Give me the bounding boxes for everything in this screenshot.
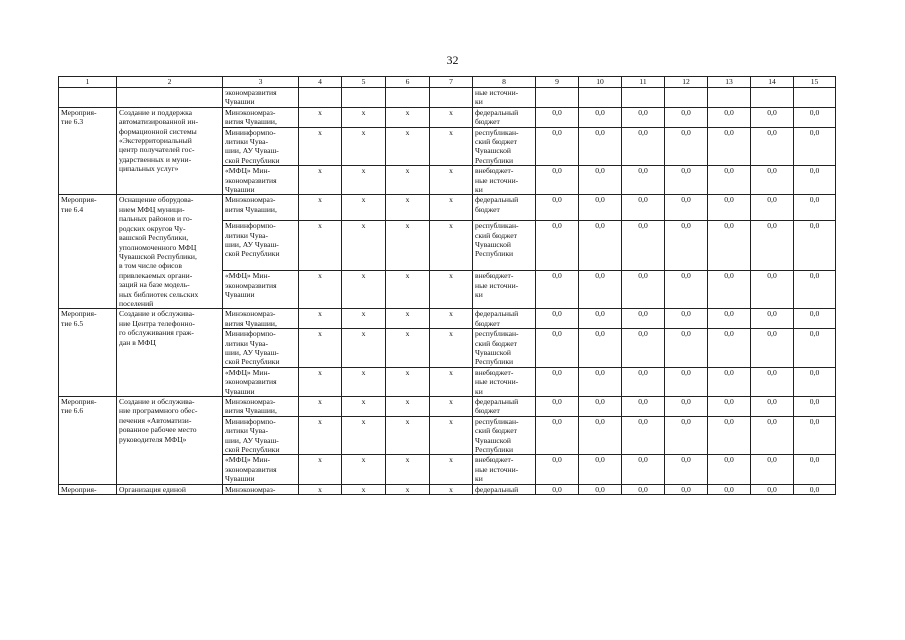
- executor-cell: экономразвития Чувашии: [223, 88, 299, 108]
- value-cell: 0,0: [751, 455, 794, 484]
- column-number: 14: [751, 77, 794, 88]
- value-cell: 0,0: [579, 329, 622, 368]
- value-cell: 0,0: [751, 271, 794, 309]
- value-cell: 0,0: [536, 107, 579, 127]
- column-number: 15: [794, 77, 836, 88]
- mark-cell: x: [299, 221, 342, 271]
- measure-id-cell: [59, 88, 117, 108]
- mark-cell: x: [342, 484, 386, 494]
- measure-description-cell: [117, 88, 223, 108]
- measure-description-cell: Организация единой: [117, 484, 223, 494]
- mark-cell: x: [386, 166, 430, 195]
- value-cell: 0,0: [665, 416, 708, 455]
- value-cell: 0,0: [579, 367, 622, 396]
- value-cell: 0,0: [579, 195, 622, 221]
- mark-cell: x: [299, 309, 342, 329]
- mark-cell: x: [386, 271, 430, 309]
- mark-cell: x: [342, 416, 386, 455]
- value-cell: 0,0: [708, 367, 751, 396]
- mark-cell: x: [386, 107, 430, 127]
- value-cell: 0,0: [622, 455, 665, 484]
- value-cell: 0,0: [579, 455, 622, 484]
- value-cell: 0,0: [708, 221, 751, 271]
- mark-cell: x: [342, 367, 386, 396]
- mark-cell: x: [342, 309, 386, 329]
- mark-cell: x: [299, 397, 342, 417]
- value-cell: 0,0: [794, 309, 836, 329]
- value-cell: 0,0: [794, 329, 836, 368]
- executor-cell: «МФЦ» Мин- экономразвития Чувашии: [223, 367, 299, 396]
- column-number: 7: [430, 77, 473, 88]
- value-cell: 0,0: [708, 195, 751, 221]
- executor-cell: Минэкономраз- вития Чувашии,: [223, 107, 299, 127]
- funding-source-cell: федеральный: [473, 484, 536, 494]
- value-cell: 0,0: [665, 367, 708, 396]
- value-cell: 0,0: [579, 397, 622, 417]
- mark-cell: x: [430, 221, 473, 271]
- table-row: [59, 484, 836, 494]
- value-cell: 0,0: [708, 271, 751, 309]
- mark-cell: x: [299, 367, 342, 396]
- value-cell: 0,0: [622, 127, 665, 166]
- mark-cell: x: [299, 195, 342, 221]
- mark-cell: x: [299, 416, 342, 455]
- funding-source-cell: внебюджет- ные источни- ки: [473, 367, 536, 396]
- mark-cell: x: [386, 367, 430, 396]
- value-cell: 0,0: [665, 455, 708, 484]
- value-cell: 0,0: [622, 416, 665, 455]
- value-cell: 0,0: [708, 309, 751, 329]
- value-cell: 0,0: [579, 416, 622, 455]
- value-cell: [579, 88, 622, 108]
- mark-cell: x: [430, 484, 473, 494]
- mark-cell: x: [342, 107, 386, 127]
- value-cell: 0,0: [751, 367, 794, 396]
- measure-description-cell: Оснащение оборудова- нием МФЦ муници- пальных районов и го- родских округов Чу- вашской Республики, уполномоченного МФЦ Чувашской Республики, в том числе офисов привлекаемых органи- заций на базе модель- ных библиотек сельских поселений: [117, 195, 223, 309]
- value-cell: 0,0: [751, 309, 794, 329]
- mark-cell: x: [342, 397, 386, 417]
- value-cell: 0,0: [794, 455, 836, 484]
- column-number: 13: [708, 77, 751, 88]
- mark-cell: x: [299, 329, 342, 368]
- column-number: 10: [579, 77, 622, 88]
- value-cell: 0,0: [708, 166, 751, 195]
- value-cell: 0,0: [579, 127, 622, 166]
- value-cell: 0,0: [751, 484, 794, 494]
- mark-cell: x: [386, 309, 430, 329]
- value-cell: 0,0: [622, 271, 665, 309]
- value-cell: 0,0: [536, 166, 579, 195]
- column-number: 8: [473, 77, 536, 88]
- mark-cell: x: [299, 271, 342, 309]
- value-cell: [665, 88, 708, 108]
- value-cell: 0,0: [751, 107, 794, 127]
- funding-source-cell: федеральный бюджет: [473, 397, 536, 417]
- value-cell: 0,0: [536, 455, 579, 484]
- value-cell: 0,0: [708, 416, 751, 455]
- column-number: 11: [622, 77, 665, 88]
- value-cell: 0,0: [708, 397, 751, 417]
- value-cell: 0,0: [794, 416, 836, 455]
- executor-cell: Минэкономраз-: [223, 484, 299, 494]
- table-row: [59, 397, 836, 417]
- funding-source-cell: ные источни- ки: [473, 88, 536, 108]
- table-row: [59, 88, 836, 108]
- mark-cell: x: [430, 107, 473, 127]
- value-cell: 0,0: [622, 221, 665, 271]
- value-cell: 0,0: [579, 166, 622, 195]
- funding-source-cell: федеральный бюджет: [473, 107, 536, 127]
- table-row: [59, 309, 836, 329]
- value-cell: 0,0: [665, 397, 708, 417]
- column-number: 9: [536, 77, 579, 88]
- value-cell: 0,0: [536, 416, 579, 455]
- value-cell: 0,0: [536, 367, 579, 396]
- value-cell: 0,0: [665, 195, 708, 221]
- value-cell: 0,0: [708, 127, 751, 166]
- mark-cell: x: [342, 271, 386, 309]
- value-cell: 0,0: [665, 329, 708, 368]
- measure-description-cell: Создание и обслужива- ние программного обес- печения «Автоматизи- рованное рабочее место руководителя МФЦ»: [117, 397, 223, 485]
- executor-cell: Минэкономраз- вития Чувашии,: [223, 195, 299, 221]
- funding-source-cell: республикан- ский бюджет Чувашской Республики: [473, 221, 536, 271]
- measure-id-cell: Мероприя- тие 6.5: [59, 309, 117, 397]
- executor-cell: «МФЦ» Мин- экономразвития Чувашии: [223, 455, 299, 484]
- value-cell: 0,0: [794, 397, 836, 417]
- value-cell: 0,0: [622, 166, 665, 195]
- mark-cell: x: [342, 221, 386, 271]
- value-cell: [536, 88, 579, 108]
- mark-cell: x: [386, 195, 430, 221]
- measure-id-cell: Мероприя- тие 6.6: [59, 397, 117, 485]
- mark-cell: x: [386, 484, 430, 494]
- mark-cell: x: [342, 329, 386, 368]
- mark-cell: x: [430, 271, 473, 309]
- mark-cell: x: [386, 416, 430, 455]
- value-cell: 0,0: [751, 127, 794, 166]
- funding-source-cell: внебюджет- ные источни- ки: [473, 455, 536, 484]
- value-cell: 0,0: [708, 484, 751, 494]
- value-cell: 0,0: [794, 367, 836, 396]
- value-cell: 0,0: [708, 329, 751, 368]
- value-cell: 0,0: [794, 271, 836, 309]
- mark-cell: [386, 88, 430, 108]
- mark-cell: x: [299, 166, 342, 195]
- funding-source-cell: внебюджет- ные источни- ки: [473, 166, 536, 195]
- mark-cell: x: [342, 455, 386, 484]
- mark-cell: x: [430, 195, 473, 221]
- value-cell: 0,0: [794, 195, 836, 221]
- executor-cell: Минэкономраз- вития Чувашии,: [223, 397, 299, 417]
- value-cell: 0,0: [665, 127, 708, 166]
- mark-cell: x: [342, 166, 386, 195]
- mark-cell: x: [430, 329, 473, 368]
- column-number: 2: [117, 77, 223, 88]
- value-cell: 0,0: [536, 309, 579, 329]
- value-cell: 0,0: [579, 484, 622, 494]
- header-row: [59, 77, 836, 88]
- mark-cell: x: [342, 127, 386, 166]
- value-cell: 0,0: [665, 166, 708, 195]
- value-cell: 0,0: [622, 195, 665, 221]
- mark-cell: x: [430, 367, 473, 396]
- mark-cell: x: [299, 127, 342, 166]
- mark-cell: x: [386, 455, 430, 484]
- value-cell: [708, 88, 751, 108]
- value-cell: 0,0: [751, 329, 794, 368]
- mark-cell: x: [386, 329, 430, 368]
- value-cell: 0,0: [708, 107, 751, 127]
- value-cell: 0,0: [622, 397, 665, 417]
- mark-cell: [342, 88, 386, 108]
- value-cell: 0,0: [751, 416, 794, 455]
- column-number: 3: [223, 77, 299, 88]
- value-cell: 0,0: [622, 107, 665, 127]
- column-number: 12: [665, 77, 708, 88]
- value-cell: 0,0: [665, 484, 708, 494]
- mark-cell: x: [299, 484, 342, 494]
- funding-source-cell: федеральный бюджет: [473, 309, 536, 329]
- column-number: 5: [342, 77, 386, 88]
- value-cell: 0,0: [751, 195, 794, 221]
- mark-cell: x: [430, 416, 473, 455]
- table-row: [59, 107, 836, 127]
- mark-cell: x: [299, 455, 342, 484]
- value-cell: 0,0: [579, 221, 622, 271]
- funding-source-cell: республикан- ский бюджет Чувашской Республики: [473, 416, 536, 455]
- value-cell: [794, 88, 836, 108]
- measure-description-cell: Создание и обслужива- ние Центра телефонно- го обслуживания граж- дан в МФЦ: [117, 309, 223, 397]
- value-cell: 0,0: [751, 221, 794, 271]
- value-cell: 0,0: [665, 107, 708, 127]
- measure-id-cell: Мероприя- тие 6.4: [59, 195, 117, 309]
- mark-cell: x: [386, 397, 430, 417]
- mark-cell: x: [430, 166, 473, 195]
- value-cell: 0,0: [536, 397, 579, 417]
- value-cell: 0,0: [665, 221, 708, 271]
- funding-source-cell: федеральный бюджет: [473, 195, 536, 221]
- table-row: [59, 195, 836, 221]
- measure-id-cell: Мероприя-: [59, 484, 117, 494]
- executor-cell: Минэкономраз- вития Чувашии,: [223, 309, 299, 329]
- value-cell: [622, 88, 665, 108]
- executor-cell: «МФЦ» Мин- экономразвития Чувашии: [223, 271, 299, 309]
- value-cell: 0,0: [794, 107, 836, 127]
- value-cell: 0,0: [536, 329, 579, 368]
- column-number: 4: [299, 77, 342, 88]
- value-cell: 0,0: [794, 166, 836, 195]
- mark-cell: x: [430, 455, 473, 484]
- value-cell: 0,0: [794, 127, 836, 166]
- column-number: 6: [386, 77, 430, 88]
- mark-cell: x: [386, 127, 430, 166]
- value-cell: 0,0: [665, 271, 708, 309]
- value-cell: [751, 88, 794, 108]
- executor-cell: Мининформпо- литики Чува- шии, АУ Чуваш- ской Республики: [223, 221, 299, 271]
- funding-source-cell: республикан- ский бюджет Чувашской Республики: [473, 329, 536, 368]
- value-cell: 0,0: [536, 127, 579, 166]
- executor-cell: «МФЦ» Мин- экономразвития Чувашии: [223, 166, 299, 195]
- column-number: 1: [59, 77, 117, 88]
- measure-description-cell: Создание и поддержка автоматизированной ин- формационной системы «Экстерриториальный центр получателей гос- ударственных и муни- ципальных услуг»: [117, 107, 223, 195]
- value-cell: 0,0: [579, 271, 622, 309]
- value-cell: 0,0: [751, 166, 794, 195]
- value-cell: 0,0: [536, 271, 579, 309]
- value-cell: 0,0: [536, 484, 579, 494]
- mark-cell: x: [299, 107, 342, 127]
- mark-cell: x: [342, 195, 386, 221]
- executor-cell: Мининформпо- литики Чува- шии, АУ Чуваш- ской Республики: [223, 127, 299, 166]
- funding-source-cell: республикан- ский бюджет Чувашской Республики: [473, 127, 536, 166]
- value-cell: 0,0: [794, 484, 836, 494]
- executor-cell: Мининформпо- литики Чува- шии, АУ Чуваш- ской Республики: [223, 329, 299, 368]
- mark-cell: x: [430, 309, 473, 329]
- measure-id-cell: Мероприя- тие 6.3: [59, 107, 117, 195]
- value-cell: 0,0: [622, 367, 665, 396]
- value-cell: 0,0: [751, 397, 794, 417]
- value-cell: 0,0: [665, 309, 708, 329]
- value-cell: 0,0: [579, 107, 622, 127]
- mark-cell: [430, 88, 473, 108]
- value-cell: 0,0: [794, 221, 836, 271]
- value-cell: 0,0: [536, 195, 579, 221]
- budget-table: [58, 76, 836, 495]
- mark-cell: x: [430, 397, 473, 417]
- mark-cell: [299, 88, 342, 108]
- value-cell: 0,0: [536, 221, 579, 271]
- value-cell: 0,0: [579, 309, 622, 329]
- value-cell: 0,0: [622, 329, 665, 368]
- value-cell: 0,0: [622, 309, 665, 329]
- funding-source-cell: внебюджет- ные источни- ки: [473, 271, 536, 309]
- value-cell: 0,0: [708, 455, 751, 484]
- mark-cell: x: [386, 221, 430, 271]
- executor-cell: Мининформпо- литики Чува- шии, АУ Чуваш- ской Республики: [223, 416, 299, 455]
- mark-cell: x: [430, 127, 473, 166]
- value-cell: 0,0: [622, 484, 665, 494]
- page-number: 32: [446, 53, 459, 67]
